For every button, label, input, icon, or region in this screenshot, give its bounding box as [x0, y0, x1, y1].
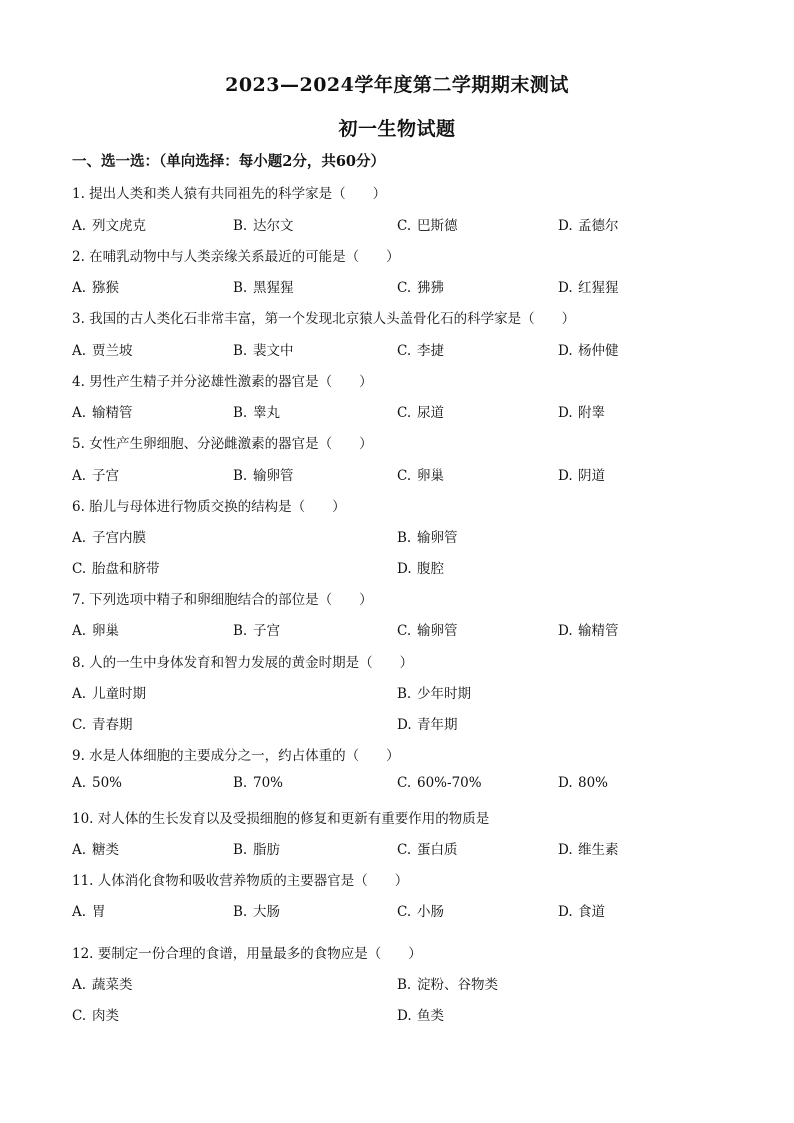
option-a: A. 列文虎克	[72, 218, 146, 234]
option-d: D. 输精管	[558, 623, 619, 639]
option-a: A. 输精管	[72, 405, 133, 421]
option-d: D. 青年期	[397, 717, 458, 733]
option-d: D. 80%	[558, 775, 609, 791]
option-b: B. 黑猩猩	[233, 280, 294, 296]
option-c: C. 肉类	[72, 1008, 119, 1024]
option-a: A. 子宫内膜	[72, 530, 146, 546]
option-b: B. 少年时期	[397, 686, 471, 702]
option-d: D. 腹腔	[397, 561, 444, 577]
option-b: B. 70%	[233, 775, 284, 791]
option-a: A. 糖类	[72, 842, 119, 858]
option-d: D. 红猩猩	[558, 280, 619, 296]
question-stem: 6. 胎儿与母体进行物质交换的结构是（ ）	[72, 499, 346, 515]
question-stem: 12. 要制定一份合理的食谱，用量最多的食物应是（ ）	[72, 946, 422, 962]
option-d: D. 食道	[558, 904, 605, 920]
option-b: B. 淀粉、谷物类	[397, 977, 498, 993]
option-c: C. 青春期	[72, 717, 133, 733]
option-b: B. 大肠	[233, 904, 280, 920]
question-stem: 11. 人体消化食物和吸收营养物质的主要器官是（ ）	[72, 873, 409, 889]
option-c: C. 巴斯德	[397, 218, 458, 234]
exam-subtitle: 初一生物试题	[338, 118, 456, 140]
option-d: D. 阴道	[558, 468, 605, 484]
option-d: D. 孟德尔	[558, 218, 619, 234]
question-stem: 3. 我国的古人类化石非常丰富，第一个发现北京猿人头盖骨化石的科学家是（ ）	[72, 311, 576, 327]
option-a: A. 胃	[72, 904, 106, 920]
option-a: A. 儿童时期	[72, 686, 146, 702]
option-b: B. 达尔文	[233, 218, 294, 234]
option-b: B. 脂肪	[233, 842, 280, 858]
question-stem: 2. 在哺乳动物中与人类亲缘关系最近的可能是（ ）	[72, 249, 400, 265]
option-c: C. 卵巢	[397, 468, 444, 484]
option-a: A. 子宫	[72, 468, 119, 484]
option-a: A. 50%	[72, 775, 123, 791]
option-d: D. 杨仲健	[558, 343, 619, 359]
question-stem: 9. 水是人体细胞的主要成分之一，约占体重的（ ）	[72, 748, 400, 764]
option-d: D. 附睾	[558, 405, 605, 421]
option-a: A. 卵巢	[72, 623, 119, 639]
option-b: B. 输卵管	[233, 468, 294, 484]
option-a: A. 猕猴	[72, 280, 119, 296]
question-stem: 10. 对人体的生长发育以及受损细胞的修复和更新有重要作用的物质是	[72, 811, 490, 827]
option-a: A. 贾兰坡	[72, 343, 133, 359]
option-b: B. 子宫	[233, 623, 280, 639]
question-stem: 8. 人的一生中身体发育和智力发展的黄金时期是（ ）	[72, 655, 414, 671]
exam-title: 2023—2024学年度第二学期期末测试	[225, 74, 569, 96]
option-c: C. 李捷	[397, 343, 444, 359]
question-stem: 4. 男性产生精子并分泌雄性激素的器官是（ ）	[72, 374, 373, 390]
option-d: D. 维生素	[558, 842, 619, 858]
question-stem: 5. 女性产生卵细胞、分泌雌激素的器官是（ ）	[72, 436, 373, 452]
question-stem: 7. 下列选项中精子和卵细胞结合的部位是（ ）	[72, 592, 373, 608]
option-c: C. 尿道	[397, 405, 444, 421]
option-c: C. 狒狒	[397, 280, 444, 296]
question-stem: 1. 提出人类和类人猿有共同祖先的科学家是（ ）	[72, 186, 387, 202]
option-b: B. 裴文中	[233, 343, 294, 359]
option-b: B. 输卵管	[397, 530, 458, 546]
option-d: D. 鱼类	[397, 1008, 444, 1024]
option-b: B. 睾丸	[233, 405, 280, 421]
option-c: C. 输卵管	[397, 623, 458, 639]
section-heading: 一、选一选：（单向选择：每小题2分，共60分）	[72, 153, 386, 170]
option-c: C. 小肠	[397, 904, 444, 920]
option-c: C. 60%-70%	[397, 775, 482, 791]
option-c: C. 蛋白质	[397, 842, 458, 858]
option-a: A. 蔬菜类	[72, 977, 133, 993]
option-c: C. 胎盘和脐带	[72, 561, 160, 577]
